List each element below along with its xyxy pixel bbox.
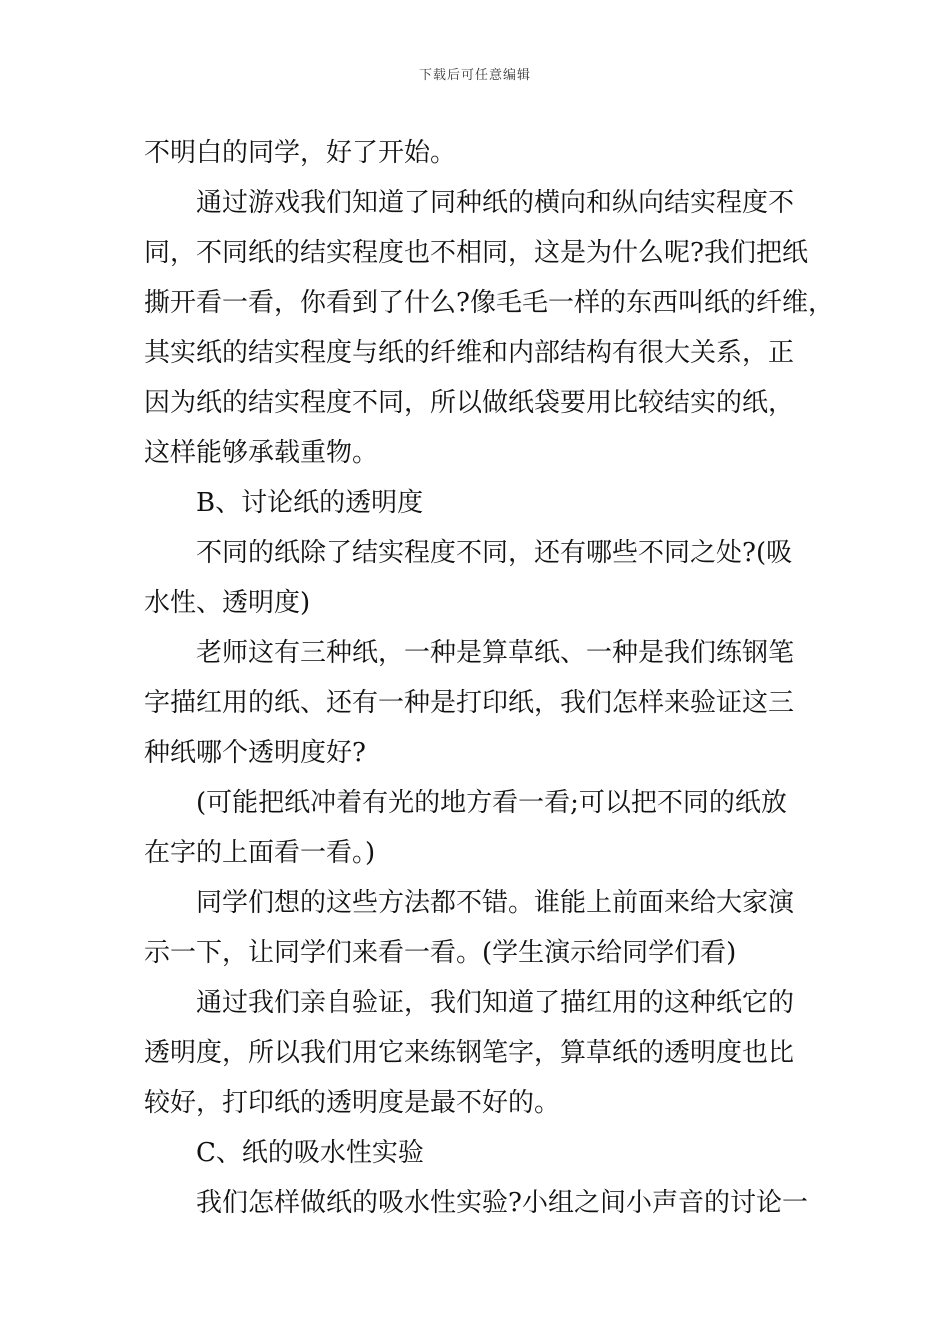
section-heading-b: B、讨论纸的透明度	[196, 488, 424, 518]
text-line: 透明度，所以我们用它来练钢笔字，算草纸的透明度也比	[144, 1038, 795, 1068]
text-line: 较好，打印纸的透明度是最不好的。	[144, 1088, 561, 1118]
text-line: 示一下，让同学们来看一看。(学生演示给同学们看)	[144, 938, 737, 968]
text-line: 老师这有三种纸，一种是算草纸、一种是我们练钢笔	[196, 638, 795, 668]
text-line: 这样能够承载重物。	[144, 438, 379, 468]
text-line: 水性、透明度)	[144, 588, 311, 618]
text-line: 撕开看一看，你看到了什么?像毛毛一样的东西叫纸的纤维，	[144, 288, 834, 318]
text-line: 字描红用的纸、还有一种是打印纸，我们怎样来验证这三	[144, 688, 795, 718]
text-line: 通过我们亲自验证，我们知道了描红用的这种纸它的	[196, 988, 795, 1018]
text-line: 因为纸的结实程度不同，所以做纸袋要用比较结实的纸，	[144, 388, 795, 418]
section-heading-c: C、纸的吸水性实验	[196, 1138, 424, 1168]
text-line: 其实纸的结实程度与纸的纤维和内部结构有很大关系，正	[144, 338, 795, 368]
text-line: 在字的上面看一看。)	[144, 838, 376, 868]
text-line: 我们怎样做纸的吸水性实验?小组之间小声音的讨论一	[196, 1188, 808, 1218]
text-line: 不明白的同学，好了开始。	[144, 138, 457, 168]
text-line: (可能把纸冲着有光的地方看一看;可以把不同的纸放	[196, 788, 787, 818]
text-line: 不同的纸除了结实程度不同，还有哪些不同之处?(吸	[196, 538, 793, 568]
document-body	[144, 128, 834, 1228]
page-header: 下载后可任意编辑	[418, 68, 531, 83]
text-line: 通过游戏我们知道了同种纸的横向和纵向结实程度不	[196, 188, 795, 218]
text-line: 种纸哪个透明度好?	[144, 738, 366, 768]
text-line: 同学们想的这些方法都不错。谁能上前面来给大家演	[196, 888, 795, 918]
text-line: 同，不同纸的结实程度也不相同，这是为什么呢?我们把纸	[144, 238, 808, 268]
